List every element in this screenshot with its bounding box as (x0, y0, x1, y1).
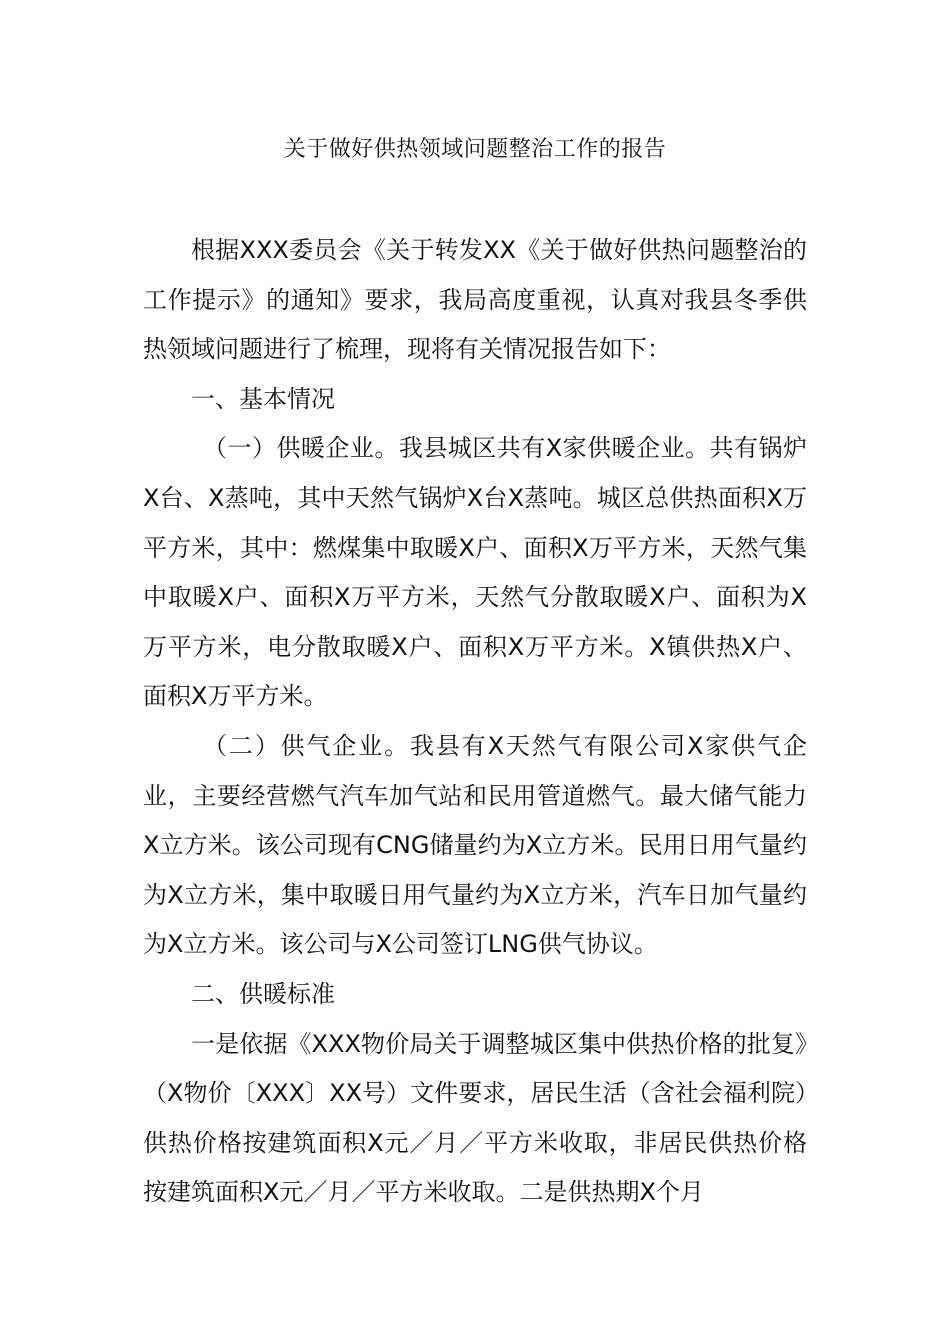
paragraph-gas-companies: （二）供气企业。我县有X天然气有限公司X家供气企业，主要经营燃气汽车加气站和民用管道燃气。最大储气能力X立方米。该公司现有CNG储量约为X立方米。民用日用气量约为X立方米，集中取暖日用气量约为X立方米，汽车日加气量约为X立方米。该公司与X公司签订LNG供气协议。 (143, 731, 807, 959)
document-body (143, 226, 807, 1218)
document-title: 关于做好供热领域问题整治工作的报告 (283, 137, 667, 162)
paragraph-intro: 根据XXX委员会《关于转发XX《关于做好供热问题整治的工作提示》的通知》要求，我局高度重视，认真对我县冬季供热领域问题进行了梳理，现将有关情况报告如下： (143, 236, 807, 364)
heading-heating-standards: 二、供暖标准 (191, 979, 335, 1008)
heading-basic-situation: 一、基本情况 (191, 384, 335, 413)
paragraph-heating-price: 一是依据《XXX物价局关于调整城区集中供热价格的批复》（X物价〔XXX〕XX号）文件要求，居民生活（含社会福利院）供热价格按建筑面积X元／月／平方米收取，非居民供热价格按建筑面积X元／月／平方米收取。二是供热期X个月 (143, 1029, 807, 1207)
paragraph-heating-companies: （一）供暖企业。我县城区共有X家供暖企业。共有锅炉X台、X蒸吨，其中天然气锅炉X台X蒸吨。城区总供热面积X万平方米，其中：燃煤集中取暖X户、面积X万平方米，天然气集中取暖X户、面积X万平方米，天然气分散取暖X户、面积为X万平方米，电分散取暖X户、面积X万平方米。X镇供热X户、面积X万平方米。 (143, 434, 807, 711)
